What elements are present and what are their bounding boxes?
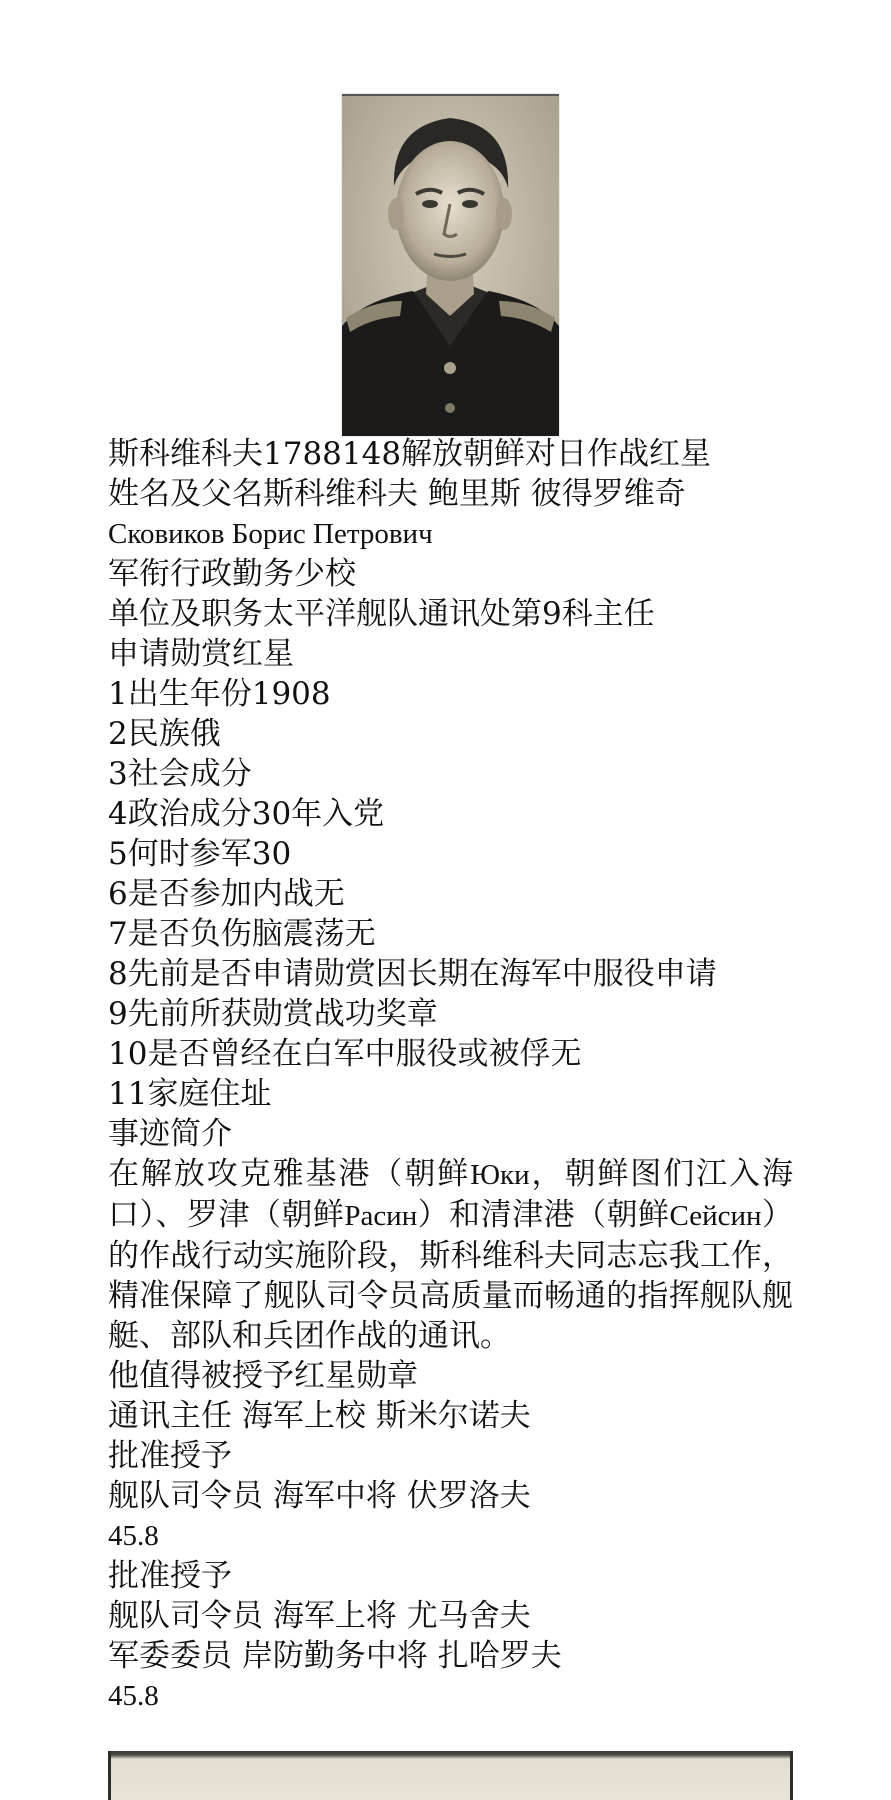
deeds-heading: 事迹简介 (108, 1116, 232, 1152)
field-previous-nomination: 8先前是否申请勋赏因长期在海军中服役申请 (108, 956, 717, 992)
award-requested-line: 申请勋赏红星 (108, 636, 294, 672)
field-previous-awards: 9先前所获勋赏战功奖章 (108, 996, 438, 1032)
approval-line: 批准授予 (108, 1438, 232, 1474)
narrative-part-1: 在解放攻克雅基港（朝鲜 (108, 1156, 471, 1192)
field-home-address: 11家庭住址 (108, 1076, 272, 1112)
full-name-line: 姓名及父名斯科维科夫 鲍里斯 彼得罗维奇 (108, 476, 686, 512)
signer-military-council: 军委委员 岸防勤务中将 扎哈罗夫 (108, 1638, 562, 1674)
field-social-status: 3社会成分 (108, 756, 252, 792)
narrative-place-seysin: Сейсин (669, 1200, 762, 1232)
narrative-part-4: ）的作战行动实施阶段，斯科维科夫同志忘我工作，精准保障了舰队司令员高质量而畅通的指挥舰队舰艇、部队和兵团作战的通讯。 (108, 1197, 794, 1354)
record-title: 斯科维科夫1788148解放朝鲜对日作战红星 (108, 436, 712, 472)
portrait-image (342, 96, 559, 436)
narrative-part-3: ）和清津港（朝鲜 (417, 1197, 670, 1233)
russian-name-line: Сковиков Борис Петрович (108, 518, 433, 550)
scanned-document-edge (108, 1751, 793, 1800)
approval-line-2: 批准授予 (108, 1558, 232, 1594)
field-white-army: 10是否曾经在白军中服役或被俘无 (108, 1036, 582, 1072)
signer-fleet-commander: 舰队司令员 海军中将 伏罗洛夫 (108, 1478, 531, 1514)
field-wounds: 7是否负伤脑震荡无 (108, 916, 376, 952)
date-line-2: 45.8 (108, 1680, 159, 1712)
field-party-membership: 4政治成分30年入党 (108, 796, 385, 832)
narrative-place-yuki: Юки (470, 1159, 530, 1191)
signer-fleet-commander-2: 舰队司令员 海军上将 尤马舍夫 (108, 1598, 531, 1634)
recommendation-line: 他值得被授予红星勋章 (108, 1358, 418, 1394)
rank-line: 军衔行政勤务少校 (108, 556, 356, 592)
document-text (108, 434, 793, 1716)
field-civil-war: 6是否参加内战无 (108, 876, 345, 912)
unit-position-line: 单位及职务太平洋舰队通讯处第9科主任 (108, 596, 655, 632)
field-nationality: 2民族俄 (108, 716, 221, 752)
narrative-part-2: ，朝鲜图们江入海口）、罗津（朝鲜 (108, 1156, 794, 1233)
deeds-narrative (108, 1154, 793, 1356)
date-line: 45.8 (108, 1520, 159, 1552)
portrait-photo (342, 94, 559, 436)
field-birth-year: 1出生年份1908 (108, 676, 331, 712)
field-service-since: 5何时参军30 (108, 836, 292, 872)
signer-communications-chief: 通讯主任 海军上校 斯米尔诺夫 (108, 1398, 531, 1434)
narrative-place-rasin: Расин (344, 1200, 418, 1232)
